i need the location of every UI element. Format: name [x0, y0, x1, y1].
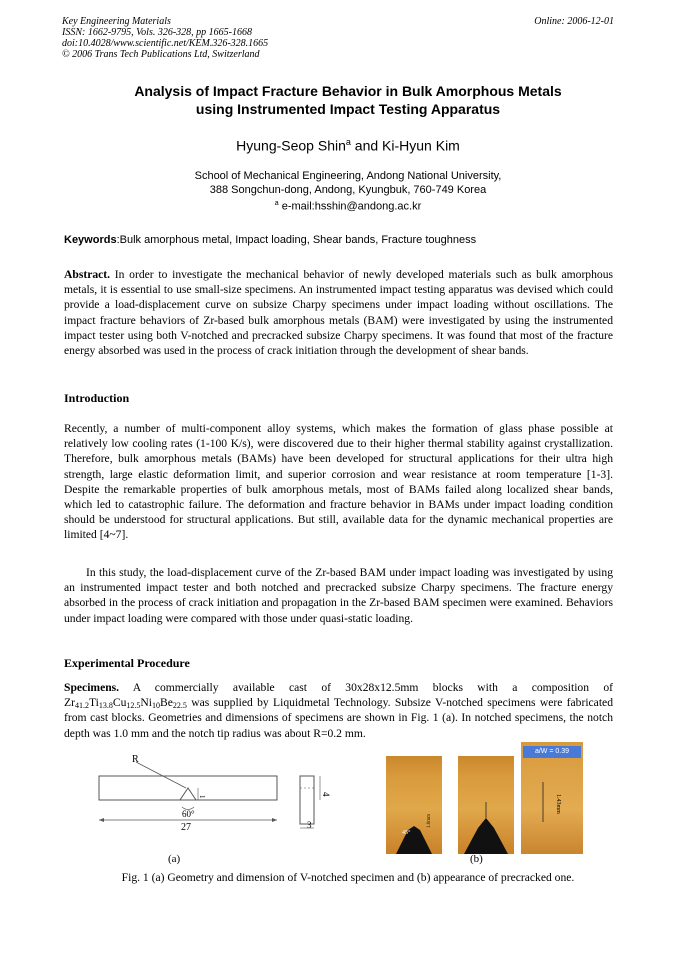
- affiliation: [60, 169, 636, 214]
- authors: [60, 137, 636, 154]
- photo-3-overlay: [521, 742, 583, 854]
- composition: [64, 696, 187, 709]
- length-label: 27: [181, 822, 191, 833]
- arrow-right: [272, 818, 277, 822]
- author-1: Hyung-Seop Shin: [236, 137, 346, 154]
- precracked-photo-2: [458, 742, 514, 854]
- keywords-text: :Bulk amorphous metal, Impact loading, Shear bands, Fracture toughness: [116, 234, 477, 246]
- comp-element: Be: [159, 696, 173, 710]
- author-1-sup: a: [345, 137, 351, 147]
- keywords-label: Keywords: [64, 234, 117, 246]
- figure-caption: Fig. 1 (a) Geometry and dimension of V-notched specimen and (b) appearance of precracked one.: [121, 871, 575, 884]
- comp-subscript: 41.2: [74, 701, 89, 711]
- comp-element: Zr: [64, 696, 75, 710]
- abstract: [64, 267, 613, 358]
- precracked-photo-3: [521, 742, 583, 854]
- arrow-left: [99, 818, 104, 822]
- intro-paragraph-2: In this study, the load-displacement curve of the Zr-based BAM under impact loading was investigated by using an instrumented impact tester and both notched and precracked subsize Charpy specimens. The fracture energy absorbed in the process of crack initiation and propagation in the Zr-based BAM specimen were examined. Behaviors under impact loading were compared with those under quasi-static loading.: [64, 566, 613, 625]
- specimens-text-a: A commercially available cast of 30x28x12.5mm blocks with a composition of: [119, 681, 613, 694]
- comp-subscript: 10: [151, 701, 160, 711]
- specimens-text-b: was supplied by Liquidmetal Technology. Subsize V-notched specimens were fabricated from cast blocks. Geometries and dimensions of specimens are shown in Fig. 1 (a). In notched specimens, the notch depth was 1.0 mm and the notch tip radius was about R=0.2 mm.: [64, 696, 613, 740]
- photo-1-top-band: [386, 742, 442, 756]
- photo-1-angle: 45°: [402, 830, 411, 836]
- subfigure-a-label: (a): [168, 853, 181, 865]
- intro-paragraph-1: Recently, a number of multi-component alloy systems, which makes the formation of glass phase possible at relatively low cooling rates (1-100 K/s), were discovered due to their higher thermal stability against crystallization. Therefore, bulk amorphous metals (BAMs) have been developed for structural applications for their ultra high strength, large elastic deformation limit, and superior corrosion and wear resistance at room temperature [1-3]. Despite the remarkable properties of bulk amorphous metals, most of BAMs failed along localized shear bands, which led to catastrophic failure. The deformation and fracture behavior in BAMs under impact loading condition should be understood for structural applications. But still, available data for the dynamic mechanical properties are limited [4~7].: [64, 422, 613, 542]
- experimental-heading: Experimental Procedure: [64, 656, 190, 670]
- specimens-label: Specimens.: [64, 681, 120, 694]
- width-label: 3: [307, 820, 312, 830]
- photo-2-top-band: [458, 742, 514, 756]
- photo-3-length: 1.43mm: [555, 794, 561, 814]
- v-notch: [180, 788, 196, 800]
- notch-depth-label: 1: [198, 795, 206, 799]
- journal-name: Key Engineering Materials: [62, 16, 171, 27]
- intro-heading: Introduction: [64, 391, 130, 405]
- journal-copyright: © 2006 Trans Tech Publications Ltd, Switzerland: [62, 49, 260, 60]
- title-line-2: using Instrumented Impact Testing Apparatus: [195, 101, 501, 117]
- keywords: [64, 234, 476, 246]
- affiliation-line-2: 388 Songchun-dong, Andong, Kyungbuk, 760-749 Korea: [209, 184, 487, 196]
- photo-2-overlay: [458, 742, 514, 854]
- comp-element: Cu: [112, 696, 127, 710]
- paper-title: [60, 82, 636, 118]
- email: e-mail:hsshin@andong.ac.kr: [278, 200, 422, 213]
- abstract-text: In order to investigate the mechanical behavior of newly developed materials such as bulk amorphous metals, it is essential to use small-size specimens. An instrumented impact testing apparatus was devised which could provide a load-displacement curve on subsize Charpy specimens under impact loading without oscillations. The impact fracture behaviors of Zr-based bulk amorphous metals (BAM) were investigated by using the instrumented impact tester using both V-notched and precracked subsize Charpy specimens. It was found that most of the fracture energy absorbed was used in the process of crack initiation through the development of shear bands.: [64, 268, 613, 358]
- subfigure-b-label: (b): [470, 853, 483, 865]
- precracked-photo-1: [386, 742, 442, 854]
- abstract-label: Abstract.: [64, 268, 111, 281]
- affiliation-line-1: School of Mechanical Engineering, Andong National University,: [194, 170, 502, 182]
- comp-subscript: 13.8: [98, 701, 113, 711]
- comp-element: Ti: [88, 696, 99, 710]
- photo-ratio-box: a/W = 0.39: [523, 746, 581, 758]
- journal-doi: doi:10.4028/www.scientific.net/KEM.326-328.1665: [62, 38, 269, 49]
- online-date: Online: 2006-12-01: [534, 16, 614, 27]
- author-2: and Ki-Hyun Kim: [350, 137, 460, 154]
- comp-element: Ni: [140, 696, 152, 710]
- radius-leader: [136, 762, 186, 788]
- figure-geometry-drawing: [90, 752, 350, 836]
- photo-1-depth: 1.0mm: [427, 813, 432, 828]
- photo-2-notch: [464, 818, 508, 854]
- angle-label: 60°: [182, 809, 195, 819]
- photo-1-overlay: [386, 742, 442, 854]
- comp-subscript: 12.5: [126, 701, 141, 711]
- journal-issn: ISSN: 1662-9795, Vols. 326-328, pp 1665-1668: [62, 27, 252, 38]
- end-view-outline: [300, 776, 314, 824]
- comp-subscript: 22.5: [172, 701, 187, 711]
- email-sup: a: [274, 200, 279, 207]
- journal-header: [62, 16, 268, 60]
- specimens-paragraph: [64, 680, 613, 741]
- height-label: 4: [321, 792, 331, 797]
- title-line-1: Analysis of Impact Fracture Behavior in Bulk Amorphous Metals: [134, 83, 562, 99]
- radius-label: R: [132, 754, 139, 765]
